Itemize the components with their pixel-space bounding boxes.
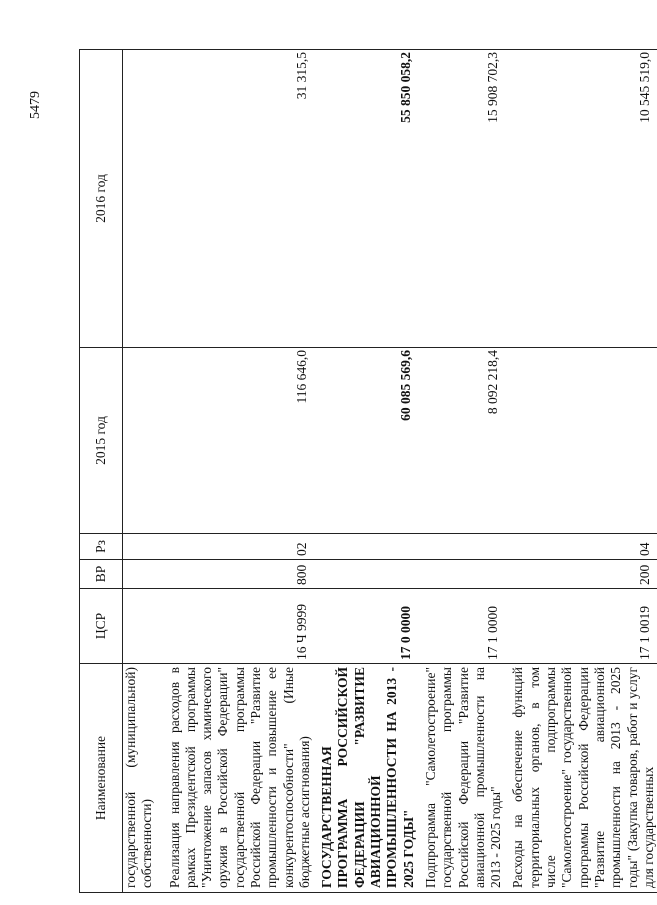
- row-vr: [123, 560, 167, 589]
- row-2015: [123, 348, 167, 534]
- row-rz: [123, 534, 167, 560]
- header-name: Наименование: [80, 664, 123, 893]
- row-name: государственной (муниципальной) собственности): [123, 664, 167, 893]
- rotated-table-container: [79, 50, 656, 893]
- row-csr: [123, 589, 167, 664]
- row-2016-value: 15 908 702,3: [485, 52, 501, 123]
- row-2016-value: 31 315,5: [294, 52, 310, 100]
- row-name: Реализация направления расходов в рамках Президентской программы "Уничтожение запасов химического оружия в Российской Федерации" государственной программы Российской Федерации "Развитие промышленности и повышение ее конкурентоспособности" (Иные бюджетные ассигнования): [167, 664, 320, 893]
- row-2016: [510, 50, 657, 348]
- row-name: Подпрограмма "Самолетостроение" государственной программы Российской Федерации "Развитие авиационной промышленности на 2013 - 2025 годы": [423, 664, 510, 893]
- row-2015: [319, 348, 423, 534]
- row-2016: [123, 50, 167, 348]
- header-2016: 2016 год: [80, 50, 123, 348]
- row-csr: [319, 589, 423, 664]
- row-vr: [510, 560, 657, 589]
- row-csr-value: 16 Ч 9999: [294, 603, 310, 660]
- row-csr-value: 17 1 0019: [637, 606, 653, 660]
- budget-table: [79, 49, 657, 893]
- row-2015-value: 8 092 218,4: [485, 350, 501, 415]
- row-csr-value: 17 1 0000: [485, 606, 501, 660]
- row-rz: [167, 534, 320, 560]
- row-2016-value: 10 545 519,0: [637, 52, 653, 123]
- row-2015-value: 116 646,0: [294, 350, 310, 404]
- row-rz: [510, 534, 657, 560]
- row-vr: [423, 560, 510, 589]
- header-2015: 2015 год: [80, 348, 123, 534]
- row-rz: [319, 534, 423, 560]
- row-csr-value: 17 0 0000: [397, 606, 413, 660]
- header-csr: ЦСР: [80, 589, 123, 664]
- table-row: [319, 50, 423, 893]
- row-csr: [423, 589, 510, 664]
- row-2015: [423, 348, 510, 534]
- row-rz: [423, 534, 510, 560]
- row-vr-value: 200: [637, 564, 653, 585]
- row-2015: [510, 348, 657, 534]
- row-name: Расходы на обеспечение функций территориальных органов, в том числе подпрограммы "Самолетостроение" государственной программы Российской Федерации "Развитие авиационной промышленности на 2013 - 2025 годы" (Закупка товаров, работ и услуг для государственных: [510, 664, 657, 893]
- row-name: ГОСУДАРСТВЕННАЯ ПРОГРАММА РОССИЙСКОЙ ФЕДЕРАЦИИ "РАЗВИТИЕ АВИАЦИОННОЙ ПРОМЫШЛЕННОСТИ НА 2013 - 2025 ГОДЫ": [319, 664, 423, 893]
- row-csr: [510, 589, 657, 664]
- row-csr: [167, 589, 320, 664]
- row-rz-value: 02: [294, 542, 310, 556]
- table-row: [510, 50, 657, 893]
- row-2015-value: 60 085 569,6: [397, 350, 413, 421]
- table-header-row: [80, 50, 123, 893]
- row-2016: [167, 50, 320, 348]
- page-number: 5479: [28, 91, 43, 119]
- table-row: [423, 50, 510, 893]
- row-2016-value: 55 850 058,2: [397, 52, 413, 123]
- row-2016: [423, 50, 510, 348]
- row-vr: [167, 560, 320, 589]
- row-vr: [319, 560, 423, 589]
- header-rz: Рз: [80, 534, 123, 560]
- table-row: [123, 50, 167, 893]
- row-2015: [167, 348, 320, 534]
- header-vr: ВР: [80, 560, 123, 589]
- table-row: [167, 50, 320, 893]
- row-vr-value: 800: [294, 564, 310, 585]
- row-rz-value: 04: [637, 542, 653, 556]
- row-2016: [319, 50, 423, 348]
